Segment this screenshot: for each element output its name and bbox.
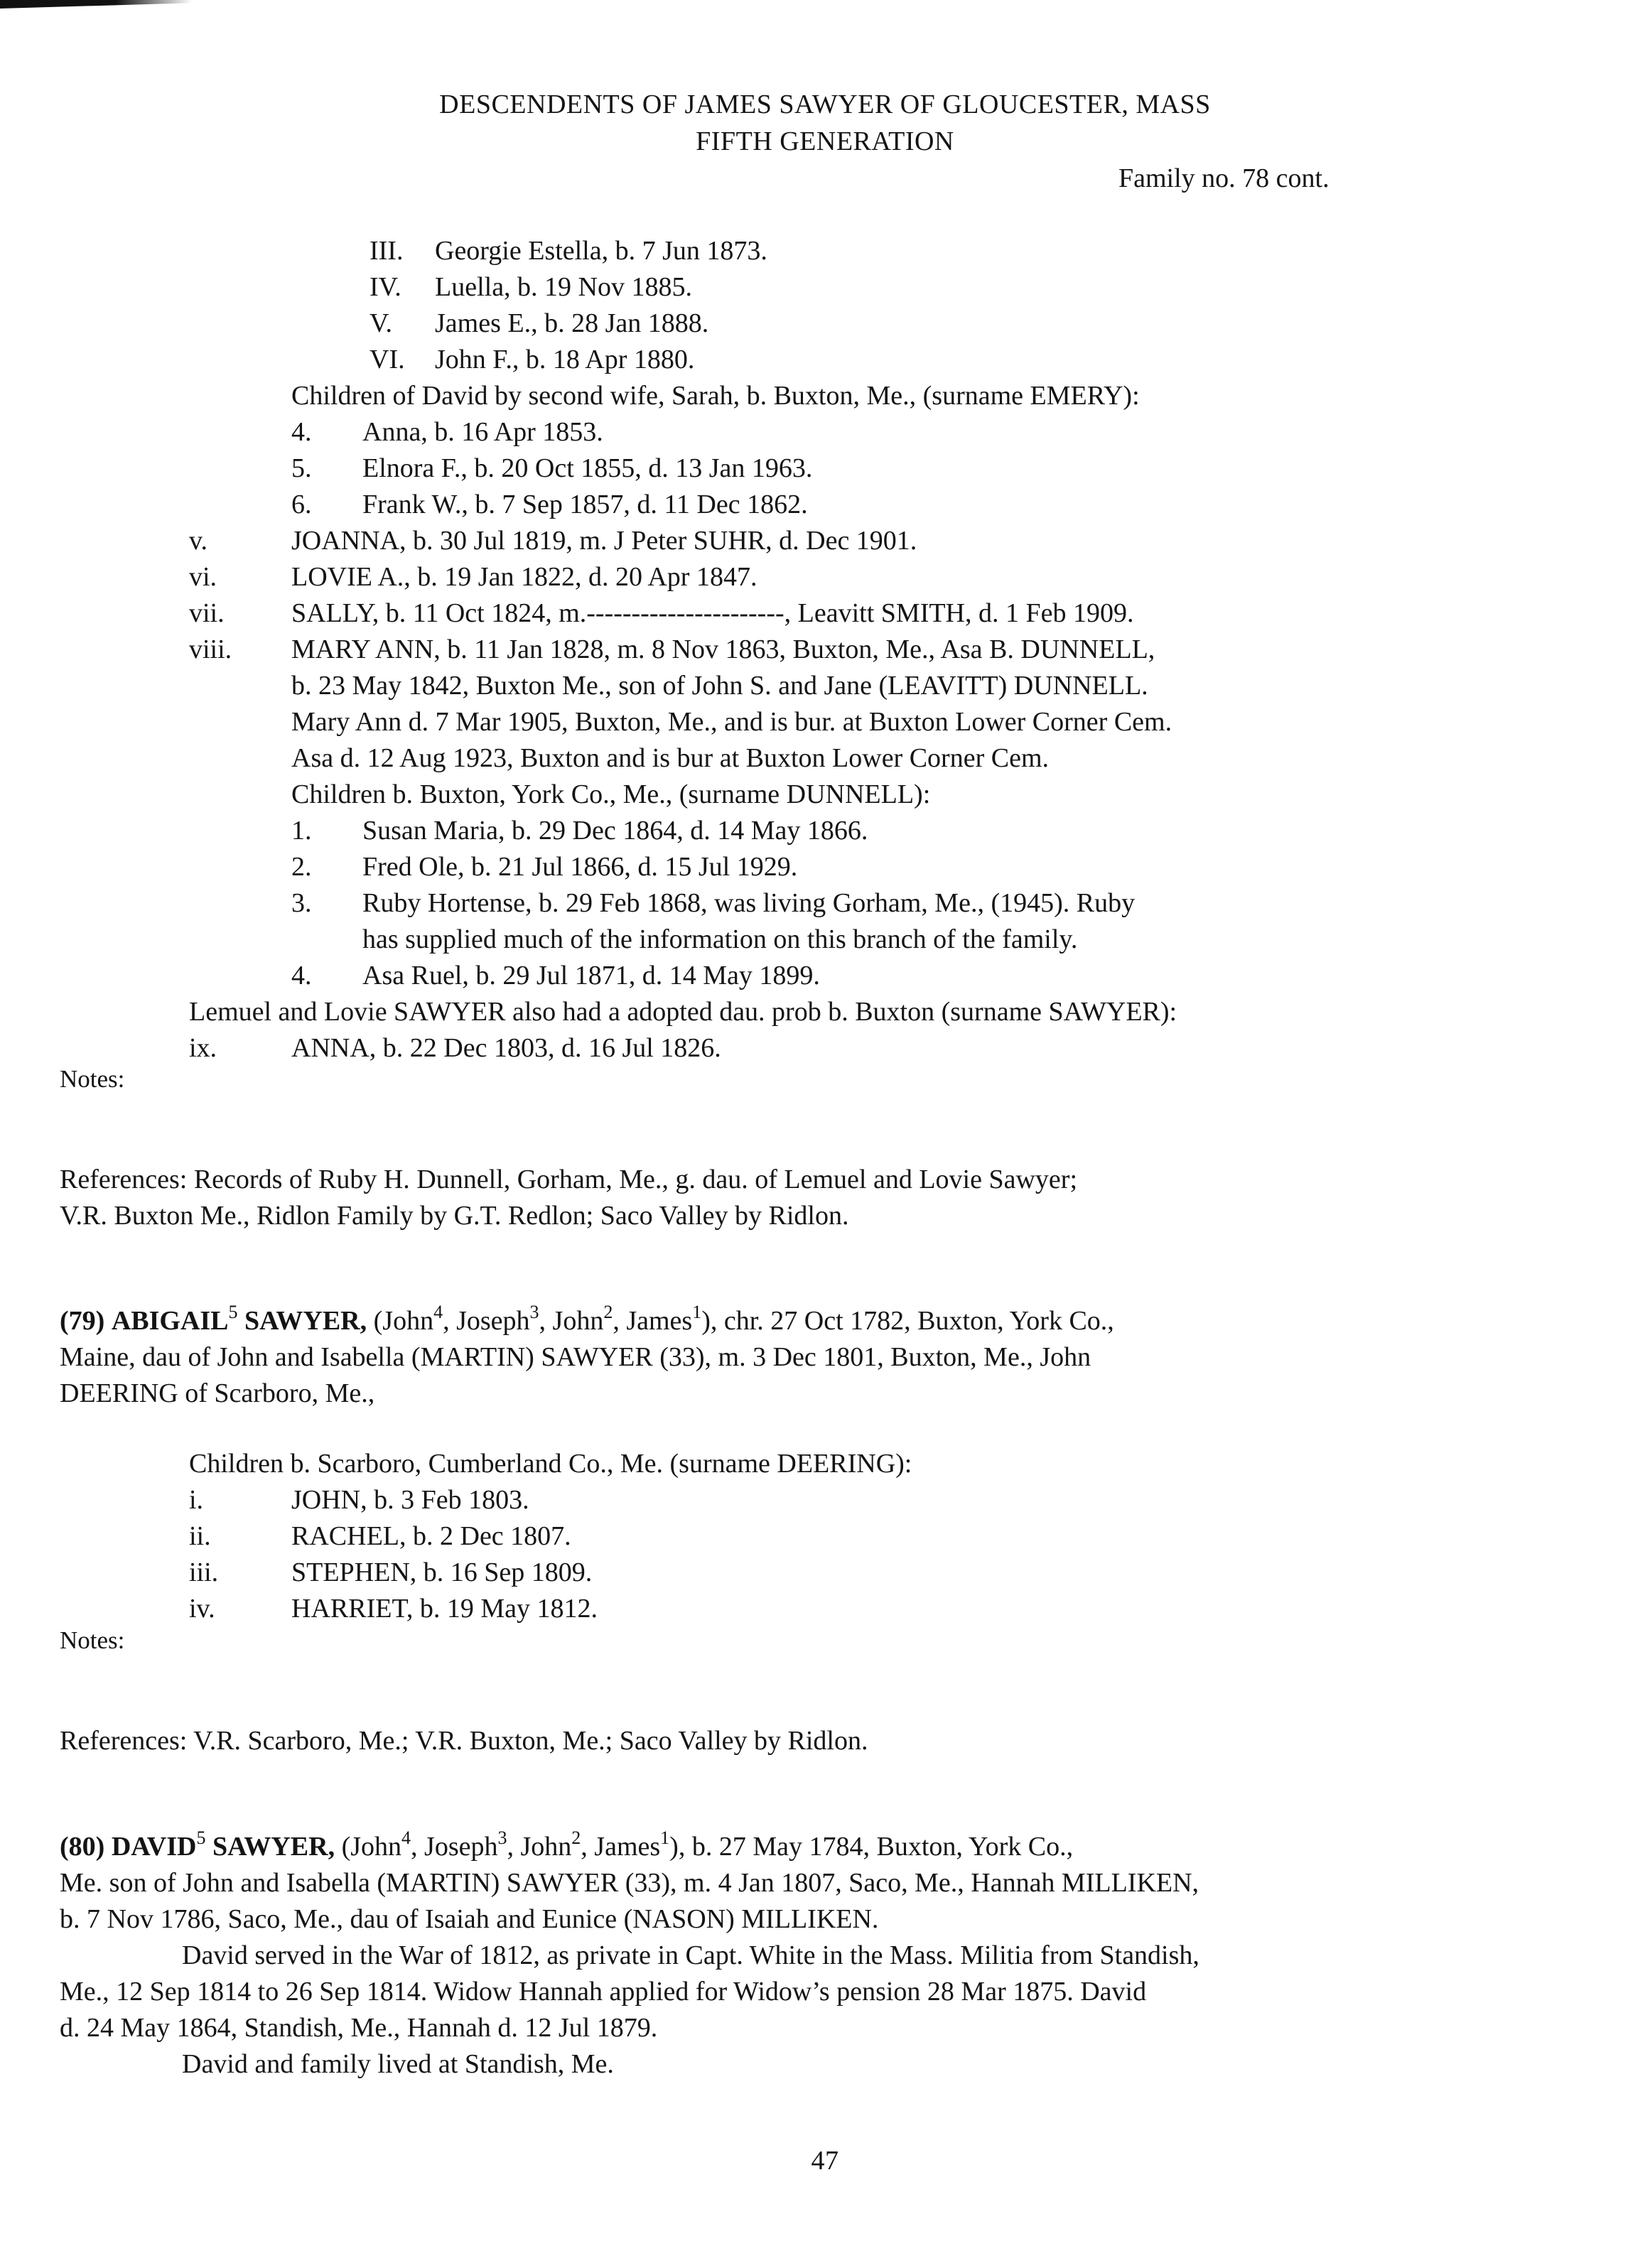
entry-line: DEERING of Scarboro, Me., <box>60 1378 375 1408</box>
lineage-john: , John <box>507 1832 572 1862</box>
lineage-john: , John <box>539 1306 604 1336</box>
entry-line: David and family lived at Standish, Me. <box>182 2049 614 2079</box>
list-item: Anna, b. 16 Apr 1853. <box>362 417 603 447</box>
references-line: V.R. Buxton Me., Ridlon Family by G.T. Redlon; Saco Valley by Ridlon. <box>60 1201 849 1231</box>
list-number: v. <box>189 526 208 556</box>
entry-line: Children b. Buxton, York Co., Me., (surname DUNNELL): <box>291 779 931 809</box>
list-item: Georgie Estella, b. 7 Jun 1873. <box>435 236 767 266</box>
lineage-open: (John <box>373 1306 434 1336</box>
list-item: Luella, b. 19 Nov 1885. <box>435 272 693 302</box>
lineage-james: , James <box>613 1306 693 1336</box>
list-number: 3. <box>291 888 312 918</box>
page-title: DESCENDENTS OF JAMES SAWYER OF GLOUCESTER, MASS <box>439 90 1211 119</box>
list-item: STEPHEN, b. 16 Sep 1809. <box>291 1557 593 1587</box>
list-number: 5. <box>291 453 312 483</box>
family-number: (80) <box>60 1832 105 1862</box>
scan-edge-mark <box>0 0 192 9</box>
list-item: JOHN, b. 3 Feb 1803. <box>291 1485 529 1515</box>
entry-heading-david <box>60 1827 1074 1863</box>
generation-superscript: 4 <box>433 1302 443 1323</box>
generation-superscript: 1 <box>692 1302 702 1323</box>
lineage-joseph: , Joseph <box>411 1832 498 1862</box>
page-number: 47 <box>811 2146 839 2176</box>
generation-superscript: 3 <box>497 1827 507 1849</box>
list-number: iii. <box>189 1557 219 1587</box>
family-number: (79) <box>60 1306 105 1336</box>
list-item: LOVIE A., b. 19 Jan 1822, d. 20 Apr 1847. <box>291 562 757 592</box>
entry-line: MARY ANN, b. 11 Jan 1828, m. 8 Nov 1863, Buxton, Me., Asa B. DUNNELL, <box>291 634 1155 664</box>
list-number: IV. <box>370 272 401 302</box>
entry-line: Me. son of John and Isabella (MARTIN) SAWYER (33), m. 4 Jan 1807, Saco, Me., Hannah MILLIKEN, <box>60 1868 1199 1898</box>
entry-line: Maine, dau of John and Isabella (MARTIN) SAWYER (33), m. 3 Dec 1801, Buxton, Me., John <box>60 1342 1091 1372</box>
entry-line: David served in the War of 1812, as private in Capt. White in the Mass. Militia from Standish, <box>182 1940 1199 1970</box>
list-number: vii. <box>189 598 225 628</box>
references-line: References: Records of Ruby H. Dunnell, Gorham, Me., g. dau. of Lemuel and Lovie Sawyer; <box>60 1165 1077 1194</box>
generation-superscript: 5 <box>228 1302 238 1323</box>
list-item: ANNA, b. 22 Dec 1803, d. 16 Jul 1826. <box>291 1033 721 1063</box>
lineage-close: ), <box>669 1832 686 1862</box>
family-reference: Family no. 78 cont. <box>1118 163 1330 193</box>
person-surname: SAWYER, <box>244 1306 367 1336</box>
notes-label: Notes: <box>60 1626 125 1654</box>
list-item: JOANNA, b. 30 Jul 1819, m. J Peter SUHR, d. Dec 1901. <box>291 526 917 556</box>
generation-superscript: 2 <box>603 1302 613 1323</box>
entry-line: b. 23 May 1842, Buxton Me., son of John S. and Jane (LEAVITT) DUNNELL. <box>291 671 1148 701</box>
list-number: 4. <box>291 417 312 447</box>
list-number: 6. <box>291 490 312 519</box>
list-number: viii. <box>189 634 232 664</box>
list-item: RACHEL, b. 2 Dec 1807. <box>291 1521 571 1551</box>
list-item: Elnora F., b. 20 Oct 1855, d. 13 Jan 1963. <box>362 453 813 483</box>
list-number: 2. <box>291 852 312 882</box>
list-number: VI. <box>370 345 405 374</box>
list-number: III. <box>370 236 404 266</box>
person-name: ABIGAIL <box>111 1306 229 1336</box>
person-surname: SAWYER, <box>212 1832 335 1862</box>
list-item: Ruby Hortense, b. 29 Feb 1868, was living Gorham, Me., (1945). Ruby <box>362 888 1136 918</box>
generation-superscript: 3 <box>529 1302 539 1323</box>
entry-line: b. 7 Nov 1786, Saco, Me., dau of Isaiah and Eunice (NASON) MILLIKEN. <box>60 1904 879 1934</box>
list-item: Asa Ruel, b. 29 Jul 1871, d. 14 May 1899. <box>362 961 820 990</box>
generation-superscript: 2 <box>571 1827 581 1849</box>
list-item: Frank W., b. 7 Sep 1857, d. 11 Dec 1862. <box>362 490 808 519</box>
entry-line: Mary Ann d. 7 Mar 1905, Buxton, Me., and is bur. at Buxton Lower Corner Cem. <box>291 707 1172 737</box>
list-item: HARRIET, b. 19 May 1812. <box>291 1594 598 1624</box>
list-number: 1. <box>291 816 312 846</box>
list-item: Fred Ole, b. 21 Jul 1866, d. 15 Jul 1929. <box>362 852 798 882</box>
second-wife-intro: Children of David by second wife, Sarah, b. Buxton, Me., (surname EMERY): <box>291 381 1140 411</box>
list-item-continuation: has supplied much of the information on this branch of the family. <box>362 924 1078 954</box>
list-number: ix. <box>189 1033 217 1063</box>
children-intro: Children b. Scarboro, Cumberland Co., Me. (surname DEERING): <box>189 1449 912 1479</box>
list-number: iv. <box>189 1594 215 1624</box>
list-number: ii. <box>189 1521 211 1551</box>
lineage-close: ), <box>701 1306 718 1336</box>
list-number: V. <box>370 308 393 338</box>
person-name: DAVID <box>111 1832 197 1862</box>
lineage-open: (John <box>341 1832 402 1862</box>
references-line: References: V.R. Scarboro, Me.; V.R. Buxton, Me.; Saco Valley by Ridlon. <box>60 1726 868 1756</box>
list-number: i. <box>189 1485 204 1515</box>
entry-line: Asa d. 12 Aug 1923, Buxton and is bur at Buxton Lower Corner Cem. <box>291 743 1050 773</box>
generation-superscript: 4 <box>401 1827 411 1849</box>
generation-superscript: 1 <box>660 1827 670 1849</box>
entry-line: d. 24 May 1864, Standish, Me., Hannah d. 12 Jul 1879. <box>60 2013 658 2043</box>
list-number: vi. <box>189 562 217 592</box>
list-item: Susan Maria, b. 29 Dec 1864, d. 14 May 1866. <box>362 816 868 846</box>
entry-heading-abigail <box>60 1302 1114 1337</box>
list-item: SALLY, b. 11 Oct 1824, m.----------------------, Leavitt SMITH, d. 1 Feb 1909. <box>291 598 1134 628</box>
list-item: John F., b. 18 Apr 1880. <box>435 345 695 374</box>
list-item: James E., b. 28 Jan 1888. <box>435 308 709 338</box>
generation-heading: FIFTH GENERATION <box>696 126 954 156</box>
generation-superscript: 5 <box>196 1827 206 1849</box>
notes-label: Notes: <box>60 1065 125 1093</box>
lineage-james: , James <box>581 1832 661 1862</box>
entry-line-rest: chr. 27 Oct 1782, Buxton, York Co., <box>717 1306 1114 1336</box>
lineage-joseph: , Joseph <box>443 1306 530 1336</box>
list-number: 4. <box>291 961 312 990</box>
entry-line: Me., 12 Sep 1814 to 26 Sep 1814. Widow Hannah applied for Widow’s pension 28 Mar 1875. David <box>60 1977 1147 2007</box>
entry-line-rest: b. 27 May 1784, Buxton, York Co., <box>685 1832 1074 1862</box>
adopted-intro: Lemuel and Lovie SAWYER also had a adopted dau. prob b. Buxton (surname SAWYER): <box>189 997 1177 1027</box>
